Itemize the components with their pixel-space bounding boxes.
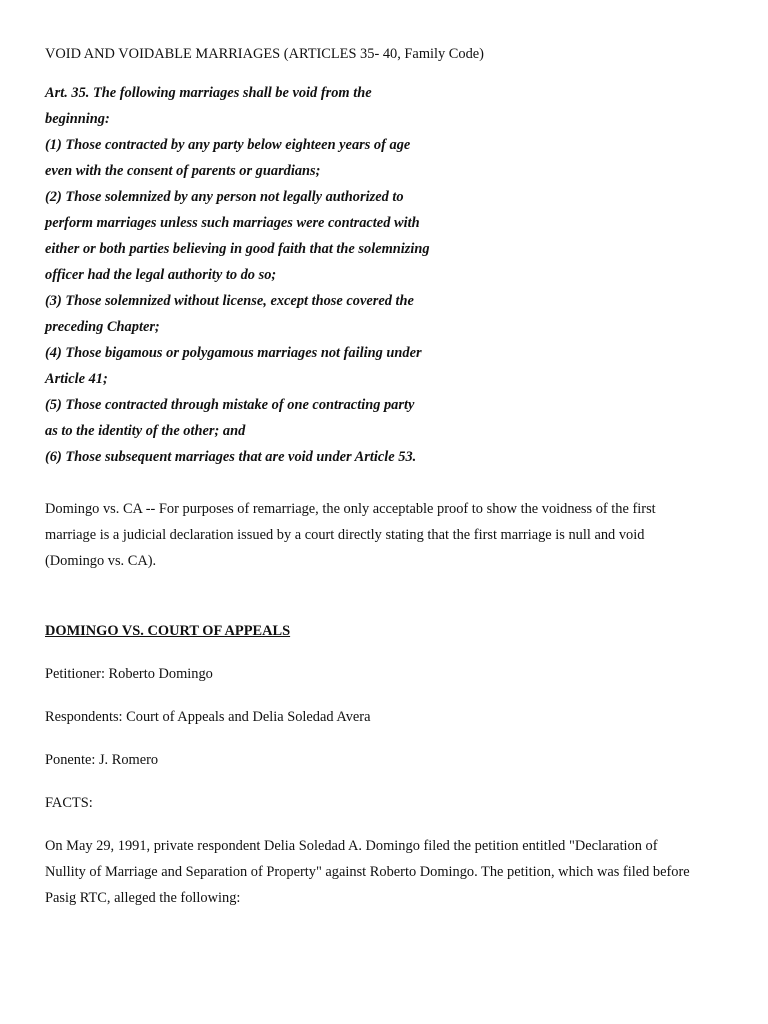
article-line: Article 41; <box>45 371 108 387</box>
case-heading: DOMINGO VS. COURT OF APPEALS <box>45 623 291 639</box>
article-line: perform marriages unless such marriages were contracted with <box>45 215 420 231</box>
facts-paragraph <box>45 833 735 911</box>
petitioner-line: Petitioner: Roberto Domingo <box>45 666 213 682</box>
article-35-text <box>45 80 735 470</box>
ponente-line: Ponente: J. Romero <box>45 752 159 768</box>
article-line: either or both parties believing in good faith that the solemnizing <box>45 241 430 257</box>
document-title: VOID AND VOIDABLE MARRIAGES (ARTICLES 35- 40, Family Code) <box>45 46 484 62</box>
paragraph-line: marriage is a judicial declaration issued by a court directly stating that the first marriage is null and void <box>45 527 645 543</box>
paragraph-line: Pasig RTC, alleged the following: <box>45 890 241 906</box>
paragraph-line: (Domingo vs. CA). <box>45 553 157 569</box>
document-page <box>45 41 735 911</box>
facts-label: FACTS: <box>45 795 93 811</box>
paragraph-line: Domingo vs. CA -- For purposes of remarriage, the only acceptable proof to show the voidness of the first <box>45 501 656 517</box>
article-line: officer had the legal authority to do so; <box>45 267 277 283</box>
article-line: (3) Those solemnized without license, except those covered the <box>45 293 414 309</box>
article-line: (1) Those contracted by any party below eighteen years of age <box>45 137 411 153</box>
article-line: (2) Those solemnized by any person not legally authorized to <box>45 189 404 205</box>
article-line: (6) Those subsequent marriages that are void under Article 53. <box>45 449 417 465</box>
paragraph-line: Nullity of Marriage and Separation of Property" against Roberto Domingo. The petition, which was filed before <box>45 864 690 880</box>
article-line: preceding Chapter; <box>45 319 160 335</box>
article-line: as to the identity of the other; and <box>45 423 246 439</box>
article-line: even with the consent of parents or guardians; <box>45 163 321 179</box>
article-line: beginning: <box>45 111 110 127</box>
article-line: (5) Those contracted through mistake of one contracting party <box>45 397 415 413</box>
respondents-line: Respondents: Court of Appeals and Delia Soledad Avera <box>45 709 371 725</box>
article-line: (4) Those bigamous or polygamous marriages not failing under <box>45 345 422 361</box>
article-line: Art. 35. The following marriages shall be void from the <box>45 85 372 101</box>
paragraph-line: On May 29, 1991, private respondent Delia Soledad A. Domingo filed the petition entitled "Declaration of <box>45 838 658 854</box>
domingo-note-paragraph <box>45 496 735 574</box>
